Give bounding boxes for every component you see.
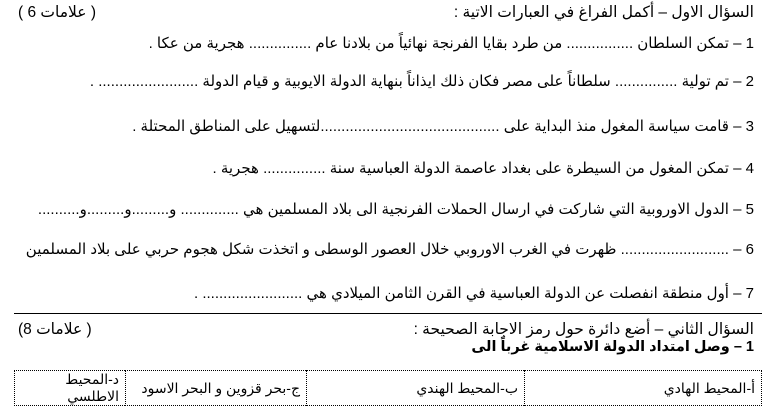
option-a[interactable]: أ-المحيط الهادي xyxy=(525,371,762,406)
question-1-marks: ( 6 علامات ) xyxy=(18,4,96,21)
question-2-marks: (8 علامات ) xyxy=(18,321,92,338)
option-b[interactable]: ب-المحيط الهندي xyxy=(307,371,525,406)
question-1-item-4: 4 – تمكن المغول من السيطرة على بغداد عاصمة الدولة العباسية سنة ............... هجرية . xyxy=(212,160,754,177)
section-divider xyxy=(14,313,762,314)
question-1-item-6: 6 – .......................... ظهرت في الغرب الاوروبي خلال العصور الوسطى و اتخذت شكل هجوم حربي على بلاد المسلمين xyxy=(25,241,754,258)
option-c[interactable]: ج-بحر قزوين و البحر الاسود xyxy=(126,371,307,406)
answer-options-row xyxy=(15,371,762,406)
question-2-item-1: 1 – وصل امتداد الدولة الاسلامية غرباً الى xyxy=(471,339,754,355)
question-1-item-2: 2 – تم تولية ............... سلطاناً على مصر فكان ذلك ايذاناً بنهاية الدولة الايوبية و قيام الدولة ........................ . xyxy=(89,73,754,90)
question-1-title: السؤال الاول – أكمل الفراغ في العبارات الاتية : xyxy=(453,4,754,21)
question-1-item-1: 1 – تمكن السلطان ................ من طرد بقايا الفرنجة نهائياً من بلادنا عام ............... هجرية من عكا . xyxy=(148,35,754,52)
option-d[interactable]: د-المحيط الاطلسي xyxy=(15,371,126,406)
question-1-item-7: 7 – أول منطقة انفصلت عن الدولة العباسية في القرن الثامن الميلادي هي ........................ . xyxy=(194,285,754,302)
answer-options-table xyxy=(14,370,762,406)
question-2-title: السؤال الثاني – أضع دائرة حول رمز الاجابة الصحيحة : xyxy=(413,321,754,338)
question-1-item-5: 5 – الدول الاوروبية التي شاركت في ارسال الحملات الفرنجية الى بلاد المسلمين هي .............. و.........و.........و.......... xyxy=(37,201,754,218)
question-1-item-3: 3 – قامت سياسة المغول منذ البداية على ...........................................لتسهيل على المناطق المحتلة . xyxy=(132,118,754,135)
